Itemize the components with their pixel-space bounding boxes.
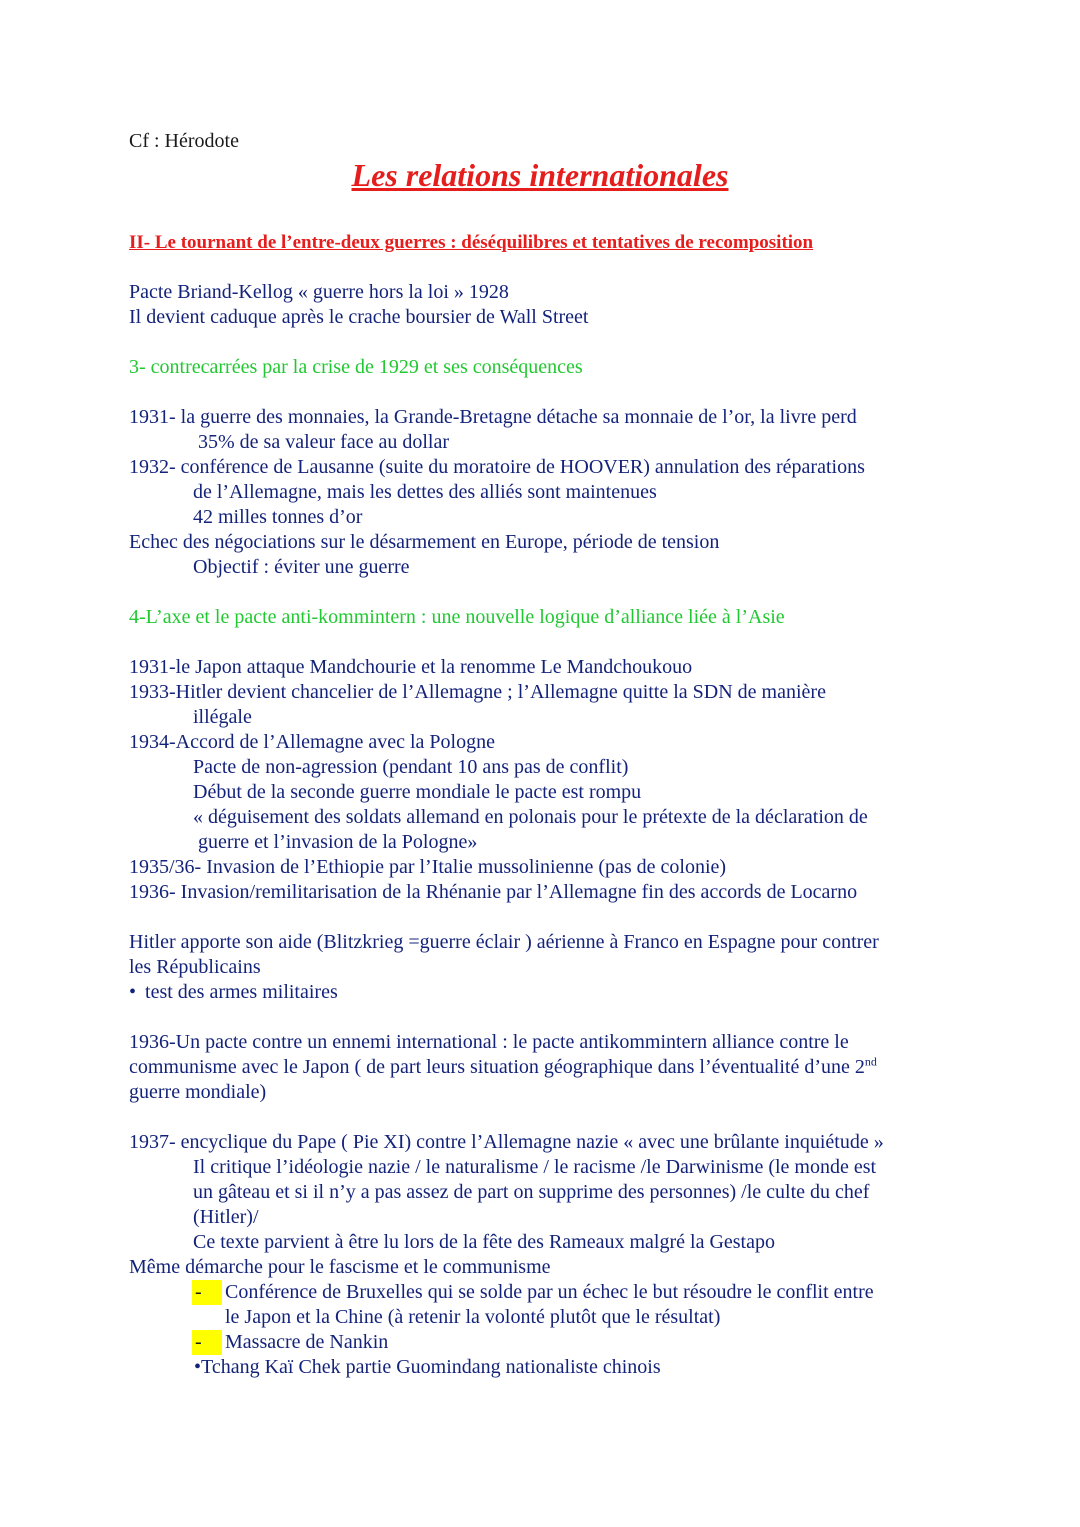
pacte-line: 1936-Un pacte contre un ennemi international : le pacte antikommintern alliance contre le (129, 1031, 849, 1053)
part3-line: Echec des négociations sur le désarmement en Europe, période de tension (129, 531, 720, 553)
list-item-text: Massacre de Nankin (225, 1331, 389, 1353)
part4-line: 1934-Accord de l’Allemagne avec la Pologne (129, 731, 495, 753)
intro-line-2: Il devient caduque après le crache boursier de Wall Street (129, 306, 589, 328)
highlighted-list-item (192, 1280, 874, 1305)
bullet-list-item (194, 1355, 661, 1380)
part4-line: illégale (193, 706, 252, 728)
part4-line: Début de la seconde guerre mondiale le pacte est rompu (193, 781, 642, 803)
highlighted-dash: - (192, 1280, 222, 1305)
part4-line: 1936- Invasion/remilitarisation de la Rhénanie par l’Allemagne fin des accords de Locarno (129, 881, 858, 903)
ordinal-suffix: nd (864, 1054, 877, 1069)
highlighted-list-item (192, 1330, 388, 1355)
bullet-icon: • (129, 981, 137, 1003)
encyclique-line: un gâteau et si il n’y a pas assez de part on supprime des personnes) /le culte du chef (193, 1181, 870, 1203)
intro-line-1: Pacte Briand-Kellog « guerre hors la loi » 1928 (129, 281, 509, 303)
part4-line: Pacte de non-agression (pendant 10 ans pas de conflit) (193, 756, 629, 778)
encyclique-line: Il critique l’idéologie nazie / le naturalisme / le racisme /le Darwinisme (le monde est (193, 1156, 877, 1178)
part4-line: guerre et l’invasion de la Pologne» (198, 831, 478, 853)
list-item-text: Conférence de Bruxelles qui se solde par un échec le but résoudre le conflit entre (225, 1281, 874, 1303)
hitler-line: les Républicains (129, 956, 261, 978)
section-heading: II- Le tournant de l’entre-deux guerres : déséquilibres et tentatives de recomposition (129, 232, 814, 253)
part4-line: 1933-Hitler devient chancelier de l’Allemagne ; l’Allemagne quitte la SDN de manière (129, 681, 826, 703)
page-title: Les relations internationales (351, 157, 729, 193)
part3-line: de l’Allemagne, mais les dettes des alliés sont maintenues (193, 481, 657, 503)
encyclique-line: 1937- encyclique du Pape ( Pie XI) contre l’Allemagne nazie « avec une brûlante inquiétude » (129, 1131, 884, 1153)
part4-line: « déguisement des soldats allemand en polonais pour le prétexte de la déclaration de (193, 806, 868, 828)
encyclique-line: Ce texte parvient à être lu lors de la fête des Rameaux malgré la Gestapo (193, 1231, 775, 1253)
part3-heading: 3- contrecarrées par la crise de 1929 et ses conséquences (129, 356, 583, 378)
hitler-line: Hitler apporte son aide (Blitzkrieg =guerre éclair ) aérienne à Franco en Espagne pour contrer (129, 931, 879, 953)
pacte-line (129, 1055, 877, 1080)
pacte-line: guerre mondiale) (129, 1081, 267, 1103)
hitler-bullet-item (129, 980, 338, 1005)
part4-line: 1931-le Japon attaque Mandchourie et la renomme Le Mandchoukouo (129, 656, 693, 678)
pacte-line-text: communisme avec le Japon ( de part leurs situation géographique dans l’éventualité d’une 2 (129, 1056, 865, 1078)
part3-line: 1932- conférence de Lausanne (suite du moratoire de HOOVER) annulation des réparations (129, 456, 865, 478)
highlighted-dash: - (192, 1330, 222, 1355)
encyclique-line: Même démarche pour le fascisme et le communisme (129, 1256, 551, 1278)
bullet-icon: • (194, 1356, 202, 1378)
encyclique-line: (Hitler)/ (193, 1206, 259, 1228)
part4-line: 1935/36- Invasion de l’Ethiopie par l’Italie mussolinienne (pas de colonie) (129, 856, 727, 878)
part4-heading: 4-L’axe et le pacte anti-kommintern : une nouvelle logique d’alliance liée à l’Asie (129, 606, 785, 628)
bullet-text: test des armes militaires (145, 981, 338, 1003)
bullet-text: Tchang Kaï Chek partie Guomindang nationaliste chinois (201, 1356, 661, 1378)
reference-line: Cf : Hérodote (129, 130, 239, 152)
part3-line: 35% de sa valeur face au dollar (198, 431, 449, 453)
part3-line: 1931- la guerre des monnaies, la Grande-Bretagne détache sa monnaie de l’or, la livre perd (129, 406, 857, 428)
list-item-continuation: le Japon et la Chine (à retenir la volonté plutôt que le résultat) (225, 1306, 721, 1328)
part3-line: Objectif : éviter une guerre (193, 556, 410, 578)
part3-line: 42 milles tonnes d’or (193, 506, 363, 528)
